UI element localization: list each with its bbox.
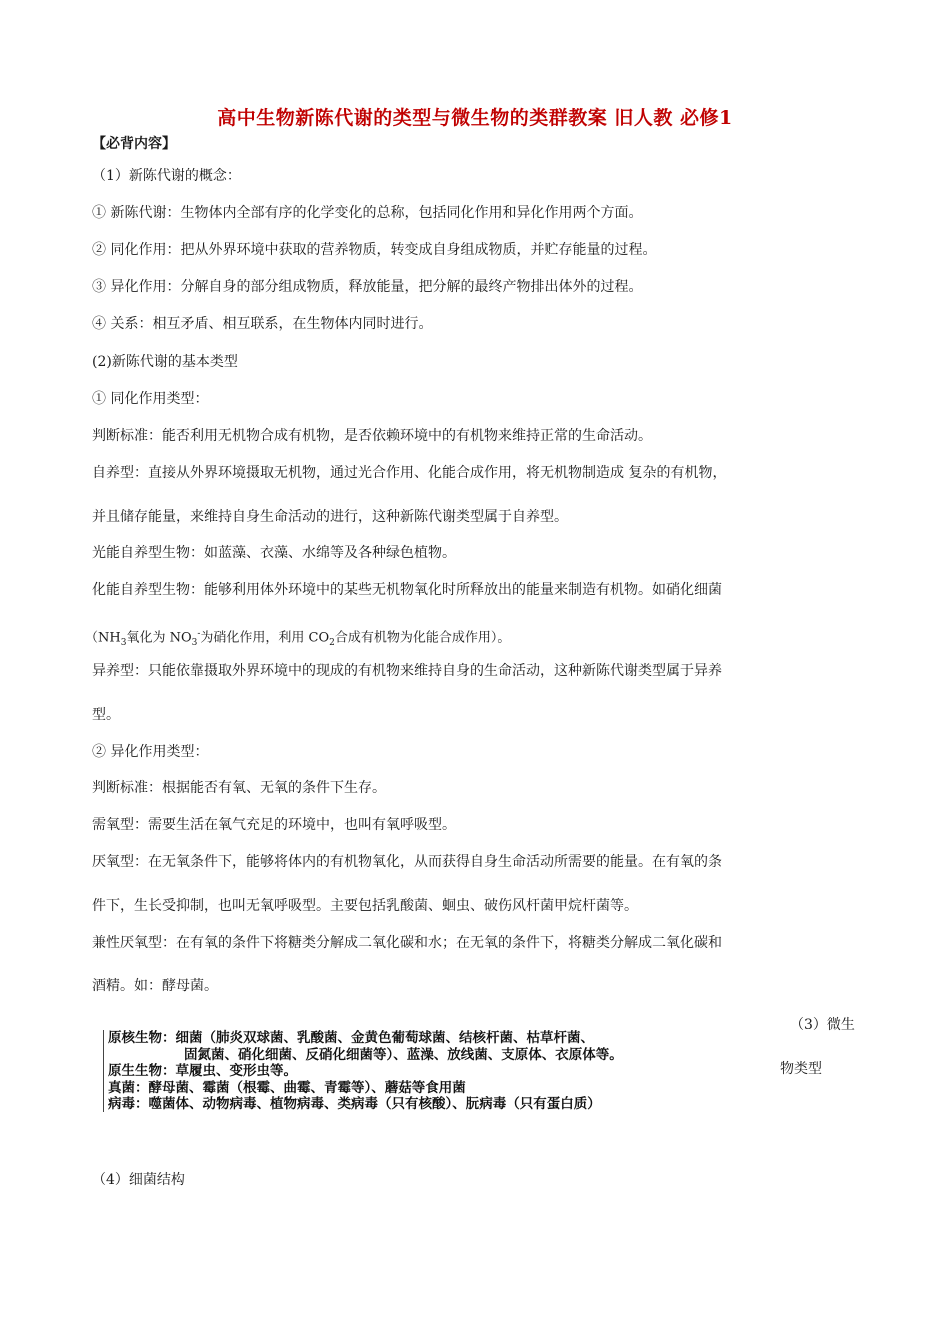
paragraph: 自养型：直接从外界环境摄取无机物，通过光合作用、化能合成作用，将无机物制造成 复杂的有机物， bbox=[92, 465, 727, 481]
paragraph: 厌氧型：在无氧条件下，能够将体内的有机物氧化，从而获得自身生命活动所需要的能量。在有氧的条 bbox=[92, 854, 722, 870]
paragraph: ① 同化作用类型： bbox=[92, 391, 209, 407]
paragraph: ② 同化作用：把从外界环境中获取的营养物质，转变成自身组成物质，并贮存能量的过程。 bbox=[92, 242, 657, 258]
paragraph: 兼性厌氧型：在有氧的条件下将糖类分解成二氧化碳和水；在无氧的条件下，将糖类分解成二氧化碳和 bbox=[92, 935, 722, 951]
paragraph: 异养型：只能依靠摄取外界环境中的现成的有机物来维持自身的生命活动，这种新陈代谢类型属于异养 bbox=[92, 663, 722, 679]
classification-protist: 原生生物：草履虫、变形虫等。 bbox=[108, 1063, 297, 1079]
classification-prokaryote: 原核生物：细菌（肺炎双球菌、乳酸菌、金黄色葡萄球菌、结核杆菌、枯草杆菌、 bbox=[108, 1030, 594, 1046]
paragraph: 并且储存能量，来维持自身生命活动的进行，这种新陈代谢类型属于自养型。 bbox=[92, 509, 568, 525]
paragraph: 判断标准：根据能否有氧、无氧的条件下生存。 bbox=[92, 780, 386, 796]
section3-label-part1: （3）微生 bbox=[790, 1017, 855, 1033]
paragraph: 酒精。如：酵母菌。 bbox=[92, 978, 218, 994]
must-recite-heading: 【必背内容】 bbox=[92, 136, 176, 152]
section4-heading: （4）细菌结构 bbox=[92, 1172, 185, 1188]
classification-virus: 病毒：噬菌体、动物病毒、植物病毒、类病毒（只有核酸）、朊病毒（只有蛋白质） bbox=[108, 1096, 601, 1112]
paragraph: 光能自养型生物：如蓝藻、衣藻、水绵等及各种绿色植物。 bbox=[92, 545, 456, 561]
paragraph: 判断标准：能否利用无机物合成有机物，是否依赖环境中的有机物来维持正常的生命活动。 bbox=[92, 428, 652, 444]
classification-prokaryote-cont: 固氮菌、硝化细菌、反硝化细菌等）、蓝澡、放线菌、支原体、衣原体等。 bbox=[184, 1046, 623, 1063]
paragraph: 需氧型：需要生活在氧气充足的环境中，也叫有氧呼吸型。 bbox=[92, 817, 456, 833]
microbe-classification bbox=[103, 1030, 804, 1112]
paragraph: (2)新陈代谢的基本类型 bbox=[92, 354, 238, 370]
section3-label-part2: 物类型 bbox=[780, 1061, 822, 1077]
paragraph: ① 新陈代谢：生物体内全部有序的化学变化的总称，包括同化作用和异化作用两个方面。 bbox=[92, 205, 643, 221]
paragraph: 件下，生长受抑制，也叫无氧呼吸型。主要包括乳酸菌、蛔虫、破伤风杆菌甲烷杆菌等。 bbox=[92, 898, 638, 914]
nitrification-note: （$NH_3$氧化为 $NO_3^-$为硝化作用，利用 $CO_2$合成有机物为化能合成作用）。 bbox=[85, 629, 511, 648]
paragraph: ② 异化作用类型： bbox=[92, 744, 209, 760]
paragraph: （1）新陈代谢的概念： bbox=[92, 168, 241, 184]
paragraph: 化能自养型生物：能够利用体外环境中的某些无机物氧化时所释放出的能量来制造有机物。如硝化细菌 bbox=[92, 582, 722, 598]
classification-fungi: 真菌：酵母菌、霉菌（根霉、曲霉、青霉等）、蘑菇等食用菌 bbox=[108, 1079, 466, 1096]
paragraph: ③ 异化作用：分解自身的部分组成物质，释放能量，把分解的最终产物排出体外的过程。 bbox=[92, 279, 643, 295]
paragraph: 型。 bbox=[92, 707, 120, 723]
paragraph: ④ 关系：相互矛盾、相互联系，在生物体内同时进行。 bbox=[92, 316, 433, 332]
document-title: 高中生物新陈代谢的类型与微生物的类群教案 旧人教 必修1 bbox=[217, 107, 733, 129]
